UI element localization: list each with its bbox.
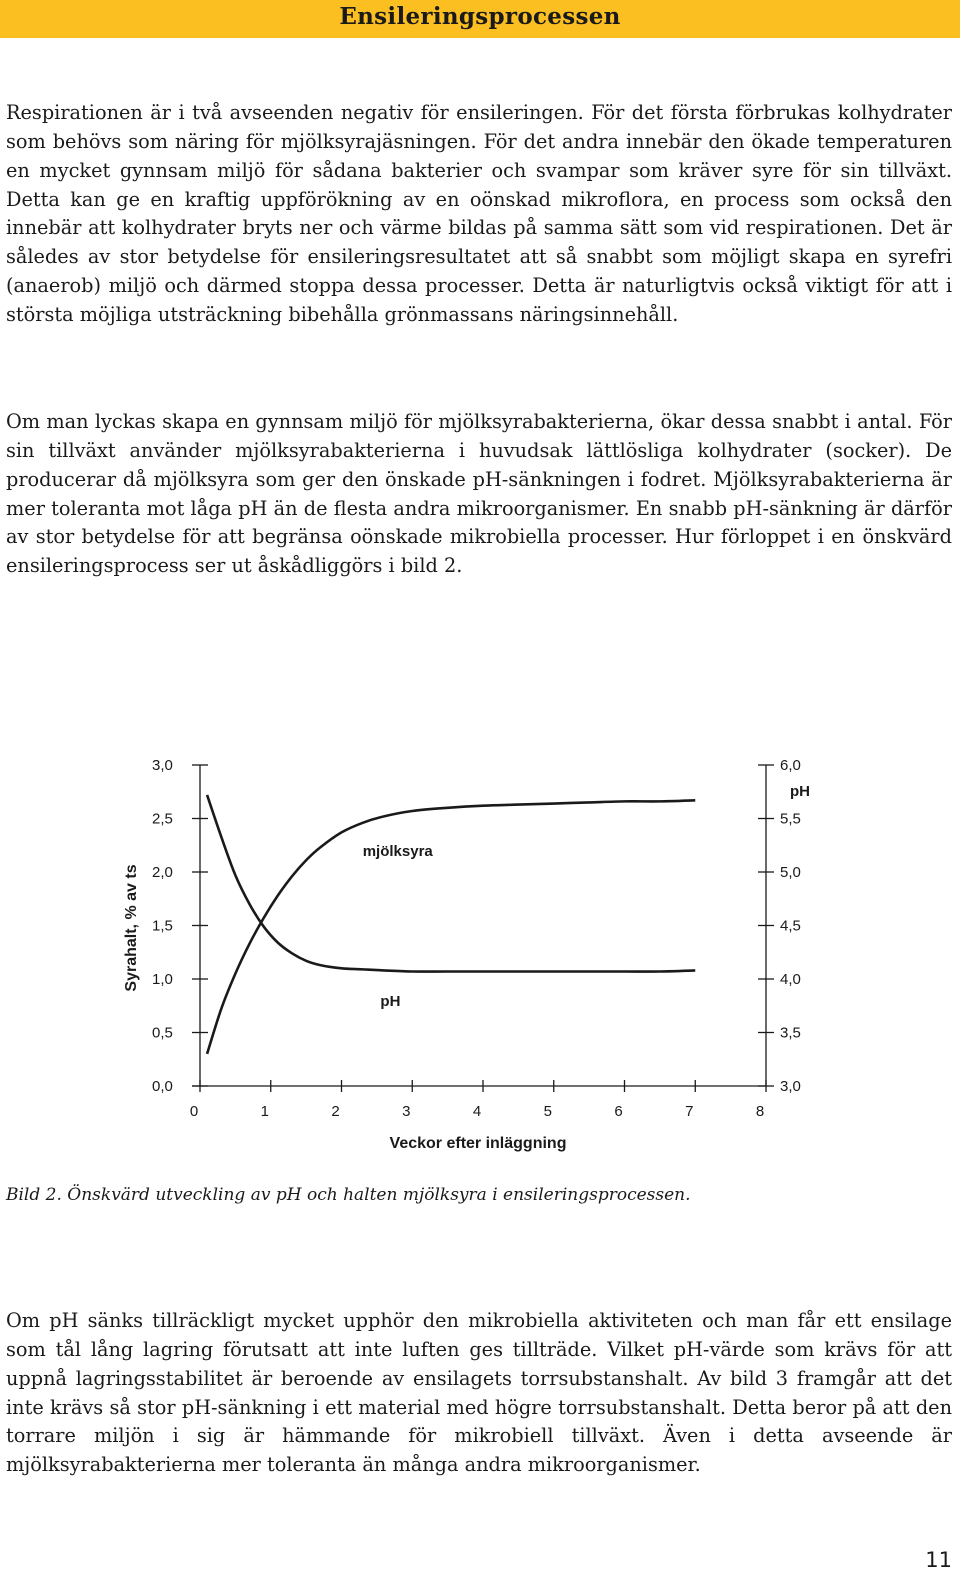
x-tick-label: 6 xyxy=(614,1103,623,1120)
chart-ticks xyxy=(152,757,801,1120)
y-tick-label-right: 3,5 xyxy=(780,1024,801,1042)
y-tick-label-left: 3,0 xyxy=(152,757,173,774)
paragraph-ph-storage: Om pH sänks tillräckligt mycket upphör den mikrobiella aktiviteten och man får ett ensilage som tål lång lagring förutsatt att inte luften ges tillträde. Vilket pH-värde som krävs för att uppnå lagringsstabilitet är beroende av ensilagets torrsubstanshalt. Av bild 3 framgår att det inte krävs så stor pH-sänkning i ett material med högre torrsubstanshalt. Detta beror på att den torrare miljön i sig är hämmande för mikrobiell tillväxt. Även i detta avseende är mjölksyrabakterierna mer toleranta än många andra mikroorganismer. xyxy=(6,1309,952,1477)
series-annotation: mjölksyra xyxy=(362,842,433,860)
ensiling-chart xyxy=(0,740,960,1170)
chart-axes xyxy=(192,765,766,1086)
series-annotation: pH xyxy=(380,992,401,1010)
x-axis-title: Veckor efter inläggning xyxy=(389,1135,567,1152)
y-tick-label-left: 1,5 xyxy=(152,917,173,935)
page-number: 11 xyxy=(925,1548,952,1572)
y-tick-label-left: 2,0 xyxy=(152,864,173,881)
y-tick-label-left: 1,0 xyxy=(152,971,173,988)
y-axis-title-left: Syrahalt, % av ts xyxy=(123,864,140,992)
x-tick-label: 1 xyxy=(260,1103,269,1120)
y-tick-label-right: 5,0 xyxy=(780,864,801,881)
x-tick-label: 8 xyxy=(755,1103,765,1120)
paragraph-respiration: Respirationen är i två avseenden negativ för ensileringen. För det första förbrukas kolhydrater som behövs som näring för mjölksyrajäsningen. För det andra innebär den ökade temperaturen en mycket gynnsam miljö för sådana bakterier och svampar som kräver syre för sin tillväxt. Detta kan ge en kraftig uppförökning av en oönskad mikroflora, en process som också den innebär att kolhydrater bryts ner och värme bildas på samma sätt som vid respirationen. Det är således av stor betydelse för ensileringsresultatet att så snabbt som möjligt skapa en syrefri (anaerob) miljö och därmed stoppa dessa processer. Detta är naturligtvis också viktigt för att i största möjliga utsträckning bibehålla grönmassans näringsinnehåll. xyxy=(6,101,952,326)
y-tick-label-right: 4,0 xyxy=(780,971,801,988)
y-tick-label-right: 6,0 xyxy=(780,757,801,774)
x-tick-label: 5 xyxy=(543,1103,552,1120)
paragraph-lactic-bacteria: Om man lyckas skapa en gynnsam miljö för mjölksyrabakterierna, ökar dessa snabbt i antal. För sin tillväxt använder mjölksyrabakterierna i huvudsak lättlösliga kolhydrater (socker). De producerar då mjölksyra som ger den önskade pH-sänkningen i fodret. Mjölksyrabakterierna är mer toleranta mot låga pH än de flesta andra mikroorganismer. En snabb pH-sänkning är därför av stor betydelse för att begränsa oönskade mikrobiella processer. Hur förloppet i en önskvärd ensileringsprocess ser ut åskådliggörs i bild 2. xyxy=(6,410,952,578)
page-title: Ensileringsprocessen xyxy=(339,3,621,30)
x-tick-label: 0 xyxy=(189,1103,199,1120)
y-tick-label-left: 0,0 xyxy=(152,1078,173,1095)
series-line-ph xyxy=(207,795,695,972)
series-line-lactic-acid xyxy=(207,800,695,1054)
x-tick-label: 3 xyxy=(402,1103,411,1120)
y-tick-label-right: 5,5 xyxy=(780,810,801,828)
x-tick-label: 7 xyxy=(685,1103,694,1120)
y-tick-label-right: 4,5 xyxy=(780,917,801,935)
x-tick-label: 4 xyxy=(472,1103,482,1120)
figure-caption: Bild 2. Önskvärd utveckling av pH och halten mjölksyra i ensileringsprocessen. xyxy=(6,1185,691,1205)
y-tick-label-left: 2,5 xyxy=(152,810,173,828)
x-tick-label: 2 xyxy=(331,1103,340,1120)
y-tick-label-right: 3,0 xyxy=(780,1078,801,1095)
chart-labels xyxy=(123,783,810,1152)
chart-series xyxy=(207,795,695,1054)
y-axis-title-right: pH xyxy=(790,783,810,800)
y-tick-label-left: 0,5 xyxy=(152,1024,173,1042)
